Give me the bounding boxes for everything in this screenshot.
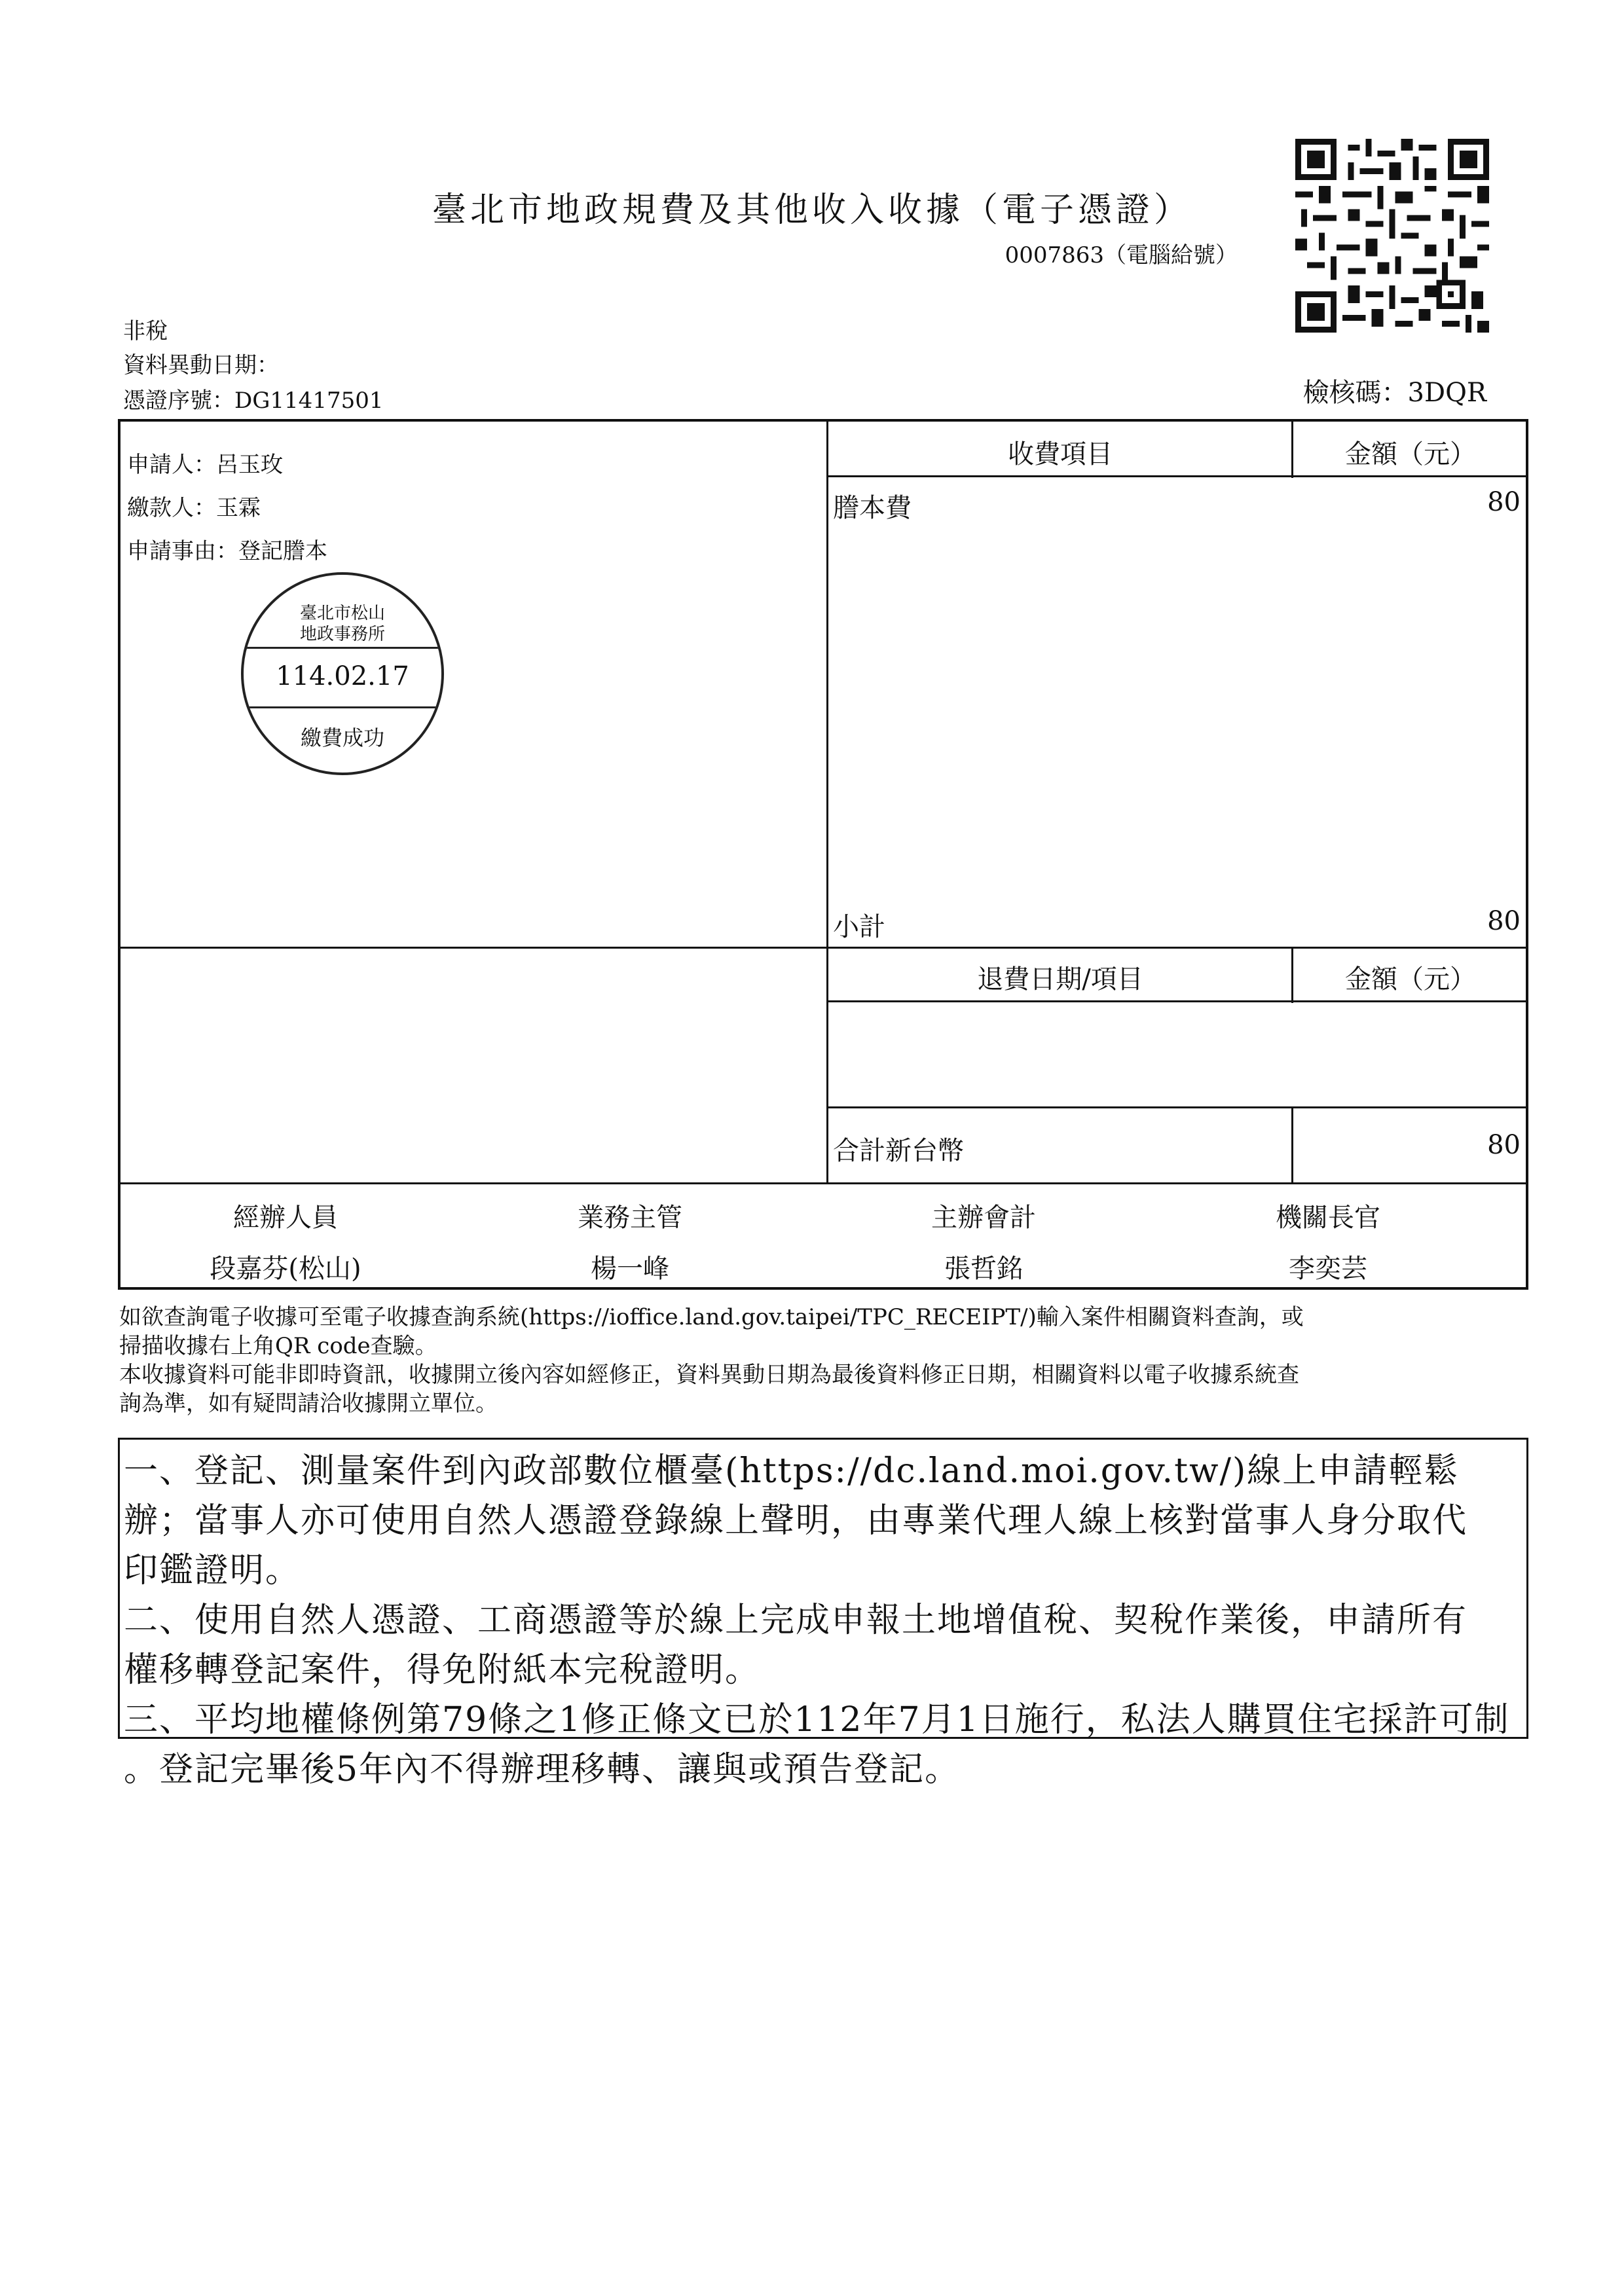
applicant-name: 申請人：呂玉玫 [127,452,283,478]
note-line: 本收據資料可能非即時資訊，收據開立後內容如經修正，資料異動日期為最後資料修正日期，相關資料以電子收據系統查 [119,1362,1299,1388]
announcement-line: 一、登記、測量案件到內政部數位櫃臺(https://dc.land.moi.gov.tw/)線上申請輕鬆 [124,1451,1460,1491]
refund-item-header: 退費日期/項目 [977,964,1143,994]
total-label: 合計新台幣 [833,1136,964,1166]
fee-item-header: 收費項目 [1008,439,1113,469]
divider [1291,422,1293,478]
note-line: 詢為準，如有疑問請洽收據開立單位。 [119,1391,498,1417]
signature-name: 李奕芸 [1289,1254,1367,1284]
stamp-status: 繳費成功 [300,725,384,750]
voucher-number: 憑證序號：DG11417501 [123,388,384,414]
signature-role: 主辦會計 [931,1203,1036,1233]
divider [1291,947,1293,1003]
subtotal-amount: 80 [1487,906,1521,936]
receipt-table [118,419,1528,1290]
signature-role: 業務主管 [578,1203,682,1233]
announcement-line: 印鑑證明。 [124,1551,301,1590]
announcement-line: 權移轉登記案件，得免附紙本完稅證明。 [124,1650,761,1690]
fee-amount-header: 金額（元） [1345,439,1476,469]
announcement-line: 辦；當事人亦可使用自然人憑證登錄線上聲明，由專業代理人線上核對當事人身分取代 [124,1501,1468,1540]
signature-name: 張哲銘 [944,1254,1023,1284]
subtotal-label: 小計 [833,912,885,942]
signature-name: 段嘉芬(松山) [210,1254,361,1284]
stamp-office-line2: 地政事務所 [299,625,385,644]
signature-name: 楊一峰 [591,1254,669,1284]
signature-role: 機關長官 [1276,1203,1380,1233]
announcement-line: 二、使用自然人憑證、工商憑證等於線上完成申報土地增值稅、契稅作業後，申請所有 [124,1601,1468,1640]
fee-item-name: 謄本費 [833,493,912,523]
fee-item-amount: 80 [1487,487,1521,517]
announcement-line: 。登記完畢後5年內不得辦理移轉、讓與或預告登記。 [124,1750,961,1789]
tax-type: 非稅 [123,318,168,344]
check-code: 檢核碼：3DQR [1302,378,1486,408]
total-amount: 80 [1487,1130,1521,1160]
notes [119,1303,1527,1418]
divider [120,1182,1527,1184]
signature-role: 經辦人員 [233,1203,338,1233]
divider [826,422,828,1182]
stamp-office-line1: 臺北市松山 [299,604,385,623]
change-date-label: 資料異動日期： [123,352,279,378]
divider [826,1106,1527,1108]
payer-name: 繳款人：玉霖 [127,495,261,521]
announcement-box [118,1438,1528,1789]
divider [1291,1106,1293,1182]
refund-amount-header: 金額（元） [1345,964,1476,994]
application-reason: 申請事由：登記謄本 [127,538,327,564]
divider [120,947,1527,949]
note-line: 如欲查詢電子收據可至電子收據查詢系統(https://ioffice.land.gov.taipei/TPC_RECEIPT/)輸入案件相關資料查詢，或 [119,1304,1304,1330]
announcement-line: 三、平均地權條例第79條之1修正條文已於112年7月1日施行，私法人購買住宅採許可制 [124,1700,1510,1740]
serial-number: 0007863（電腦給號） [1005,242,1238,268]
stamp-date: 114.02.17 [276,661,409,691]
qr-code-icon[interactable] [1295,139,1489,333]
payment-stamp [241,572,444,775]
divider [826,1000,1527,1002]
divider [826,475,1527,477]
note-line: 掃描收據右上角QR code查驗。 [119,1333,437,1359]
receipt-title: 臺北市地政規費及其他收入收據（電子憑證） [432,191,1192,230]
